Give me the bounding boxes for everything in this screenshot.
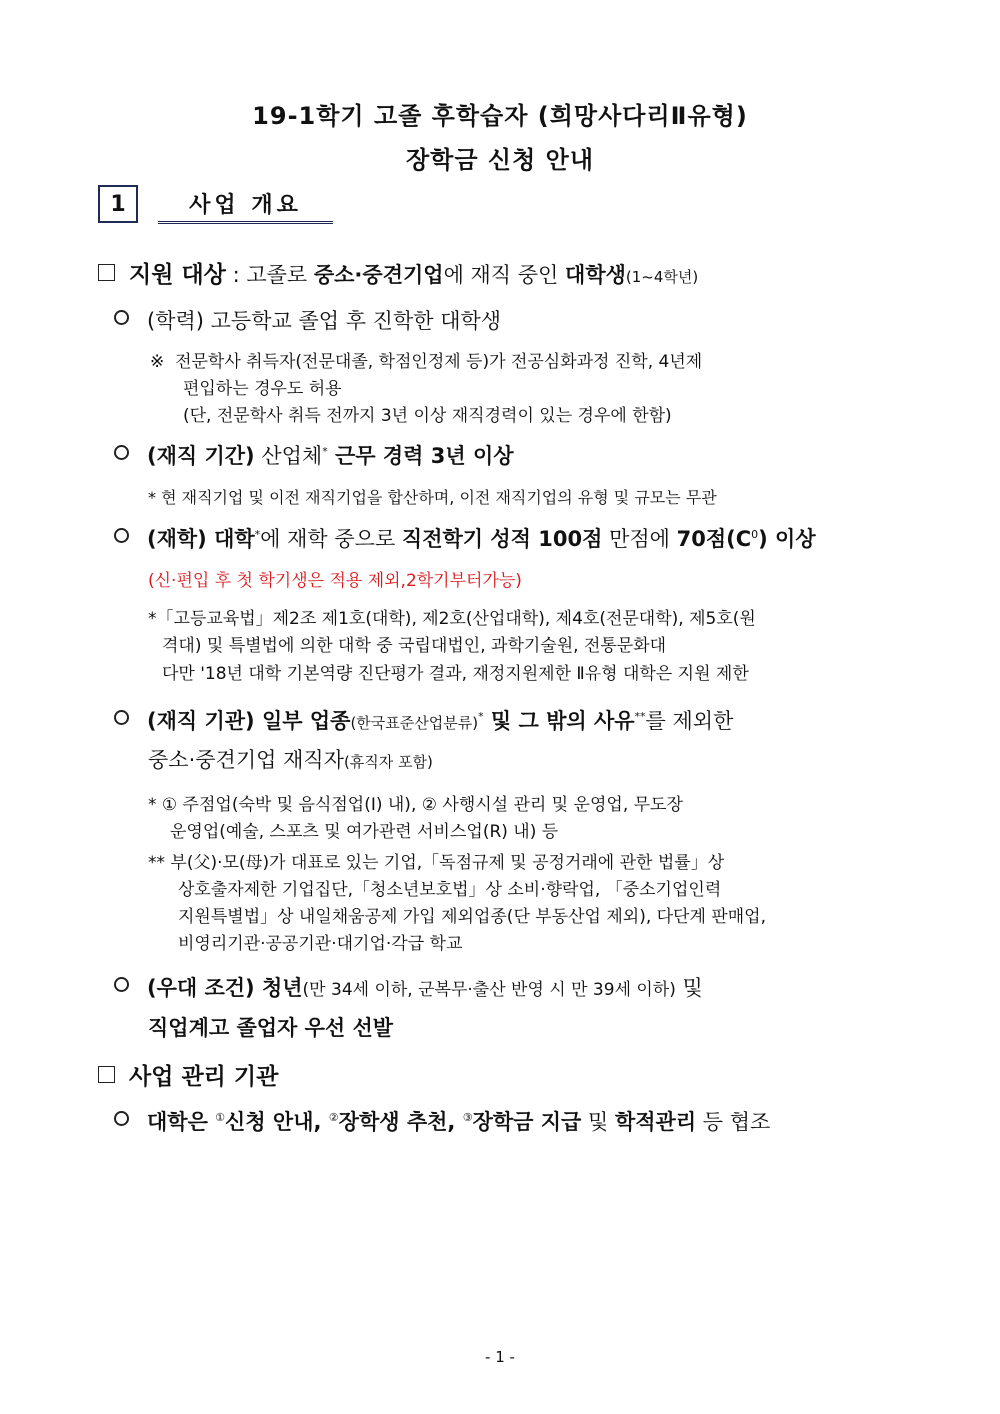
edu-label: (학력) 고등학교 졸업 후 진학한 대학생 (147, 309, 502, 333)
page-number: - 1 - (485, 1348, 515, 1366)
grade-superscript: 0 (751, 528, 759, 541)
section-header (98, 185, 338, 225)
circle-bullet-icon (114, 445, 129, 460)
employ-text-b: 근무 경력 3년 이상 (327, 444, 514, 468)
employ-note: * 현 재직기업 및 이전 재직기업을 합산하며, 이전 재직기업의 유형 및 규모는 무관 (148, 488, 717, 507)
study-note-line1: *「고등교육법」제2조 제1호(대학), 제2호(산업대학), 제4호(전문대학), 제5호(원 (148, 609, 756, 629)
mgmt-heading-line (98, 1058, 278, 1091)
preference-item (114, 972, 703, 1002)
study-text-e: 70점(C (676, 527, 752, 551)
institution-line2-a: 중소·중견기업 재직자 (148, 748, 344, 772)
institution-note1-line1: * ① 주점업(숙박 및 음식점업(I) 내), ② 사행시설 관리 및 운영업, 무도장 (148, 795, 683, 815)
target-desc-mid: 에 재직 중인 (443, 263, 566, 287)
institution-text-c: 를 제외한 (645, 709, 734, 733)
institution-label: (재직 기관) (147, 709, 255, 733)
study-item (114, 523, 816, 553)
footnote-mark: * (478, 710, 484, 723)
target-heading: 지원 대상 (129, 262, 226, 288)
circle-bullet-icon (114, 528, 129, 543)
circled-two: ② (328, 1111, 339, 1124)
circle-bullet-icon (114, 310, 129, 325)
preference-text-a: 청년 (254, 976, 303, 1000)
target-desc-companies: 중소·중견기업 (313, 263, 444, 287)
checkbox-square-icon (98, 1066, 115, 1083)
institution-note2-line2: 상호출자제한 기업집단,「청소년보호법」상 소비·향락업, 「중소기업인력 (178, 880, 722, 900)
mgmt-text-g: 등 협조 (696, 1110, 771, 1134)
target-desc-students: 대학생 (565, 263, 626, 287)
study-text-b: 에 재학 중으로 (260, 527, 402, 551)
study-text-c: 직전학기 성적 100점 (401, 527, 603, 551)
target-desc-pre: : 고졸로 (225, 263, 314, 287)
circled-one: ① (215, 1111, 226, 1124)
section-title: 사업 개요 (158, 185, 333, 224)
preference-text-b: (만 34세 이하, 군복무·출산 반영 시 만 39세 이하) (302, 980, 676, 1000)
institution-note1-line2: 운영업(예술, 스포츠 및 여가관련 서비스업(R) 내) 등 (170, 822, 559, 842)
mgmt-heading: 사업 관리 기관 (129, 1064, 279, 1090)
study-note-line3: 다만 '18년 대학 기본역량 진단평가 결과, 재정지원제한 Ⅱ유형 대학은 지원 제한 (162, 664, 749, 684)
footnote-mark: * (254, 528, 261, 541)
target-heading-line (98, 256, 698, 289)
mgmt-text-b: 신청 안내, (225, 1110, 329, 1134)
edu-item (114, 305, 501, 335)
footnote-mark: * (322, 445, 328, 458)
circle-bullet-icon (114, 977, 129, 992)
edu-note-line3: (단, 전문학사 취득 전까지 3년 이상 재직경력이 있는 경우에 한함) (183, 406, 672, 426)
institution-text-a: 일부 업종 (254, 709, 351, 733)
doc-title-line1: 19-1학기 고졸 후학습자 (희망사다리Ⅱ유형) (252, 102, 748, 130)
circle-bullet-icon (114, 710, 129, 725)
edu-note-line1 (150, 347, 702, 372)
edu-note-line2: 편입하는 경우도 허용 (183, 379, 342, 399)
employ-item (114, 440, 514, 470)
section-number: 1 (98, 185, 138, 223)
reference-mark: ※ (150, 352, 165, 372)
study-note-line2: 격대) 및 특별법에 의한 대학 중 국립대법인, 과학기술원, 전통문화대 (162, 636, 667, 656)
study-label: (재학) (147, 527, 207, 551)
doc-title-line2: 장학금 신청 안내 (406, 146, 594, 174)
preference-line2: 직업계고 졸업자 우선 선발 (148, 1016, 394, 1040)
mgmt-item (114, 1106, 770, 1136)
institution-item (114, 705, 733, 735)
preference-label: (우대 조건) (147, 976, 255, 1000)
mgmt-text-e: 및 (581, 1110, 615, 1134)
mgmt-text-a: 대학은 (147, 1110, 216, 1134)
institution-note2-line1: ** 부(父)·모(母)가 대표로 있는 기업,「독점규제 및 공정거래에 관한 법률」상 (148, 853, 725, 873)
mgmt-text-c: 장학생 추천, (338, 1110, 463, 1134)
institution-paren: (한국표준산업분류) (350, 714, 479, 732)
institution-note2-line3: 지원특별법」상 내일채움공제 가입 제외업종(단 부동산업 제외), 다단계 판매업, (178, 907, 766, 927)
institution-text-b: 및 그 밖의 사유 (483, 709, 635, 733)
study-text-d: 만점에 (602, 527, 677, 551)
study-text-f: ) 이상 (758, 527, 816, 551)
employ-text-a: 산업체 (254, 444, 323, 468)
study-red-note: (신·편입 후 첫 학기생은 적용 제외,2학기부터가능) (148, 571, 522, 591)
employ-label: (재직 기간) (147, 444, 255, 468)
edu-note-text-a: 전문학사 취득자(전문대졸, 학점인정제 등)가 전공심화과정 진학, 4년제 (175, 352, 703, 372)
mgmt-text-d: 장학금 지급 (472, 1110, 582, 1134)
mgmt-text-f: 학적관리 (614, 1110, 697, 1134)
checkbox-square-icon (98, 264, 115, 281)
institution-line2-b: (휴직자 포함) (343, 753, 433, 771)
footnote-mark: ** (634, 710, 646, 723)
institution-note2-line4: 비영리기관·공공기관·대기업·각급 학교 (178, 934, 463, 954)
institution-line2 (148, 744, 433, 774)
circled-three: ③ (462, 1111, 473, 1124)
study-text-a: 대학 (206, 527, 255, 551)
circle-bullet-icon (114, 1111, 129, 1126)
target-desc-grade: (1~4학년) (625, 268, 699, 286)
preference-text-c: 및 (675, 976, 703, 1000)
